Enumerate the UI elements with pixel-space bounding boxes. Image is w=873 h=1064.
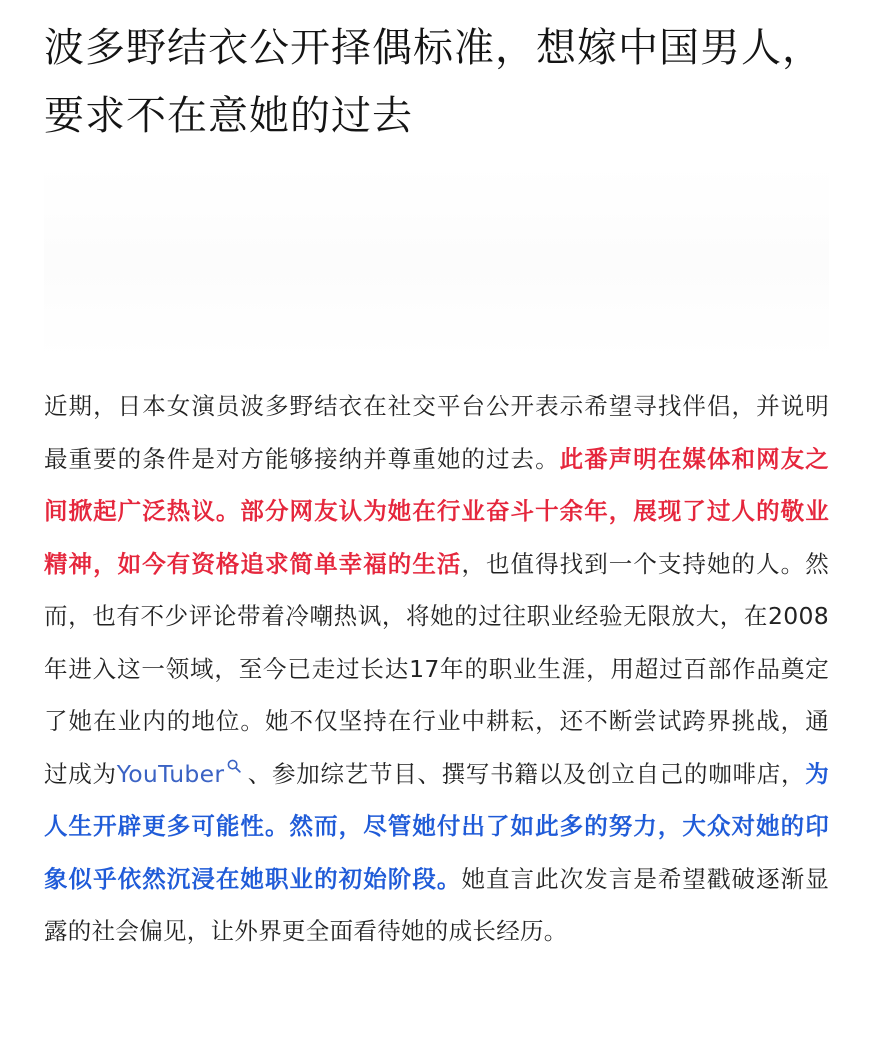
article-image-area	[44, 164, 829, 360]
body-text-intro: 近期，日本女演员波多野结衣在社交平台公开表示希望寻找伴侣，并说明最重要的条件是对方能够接纳并尊重她的过去。	[44, 392, 829, 473]
article-body	[44, 380, 829, 958]
body-text-continued: 、参加综艺节目、撰写书籍以及创立自己的咖啡店，	[247, 759, 806, 788]
body-text-middle: ，也值得找到一个支持她的人。然而，也有不少评论带着冷嘲热讽，将她的过往职业经验无限放大，在2008年进入这一领域，至今已走过长达17年的职业生涯，用超过百部作品奠定了她在业内的地位。她不仅坚持在行业中耕耘，还不断尝试跨界挑战，通过成为	[44, 549, 830, 788]
highlight-red-text: 此番声明在媒体和网友之间掀起广泛热议。部分网友认为她在行业奋斗十余年，展现了过人的敬业精神，如今有资格追求简单幸福的生活	[44, 444, 829, 578]
body-text-closing: 她直言此次发言是希望戳破逐渐显露的社会偏见，让外界更全面看待她的成长经历。	[44, 864, 830, 945]
highlight-blue-text: 为人生开辟更多可能性。然而，尽管她付出了如此多的努力，大众对她的印象似乎依然沉浸在她职业的初始阶段。	[44, 759, 829, 893]
article-title: 波多野结衣公开择偶标准，想嫁中国男人，要求不在意她的过去	[44, 25, 823, 139]
search-icon[interactable]	[227, 759, 241, 773]
youtuber-search-link[interactable]: YouTuber	[116, 759, 225, 788]
